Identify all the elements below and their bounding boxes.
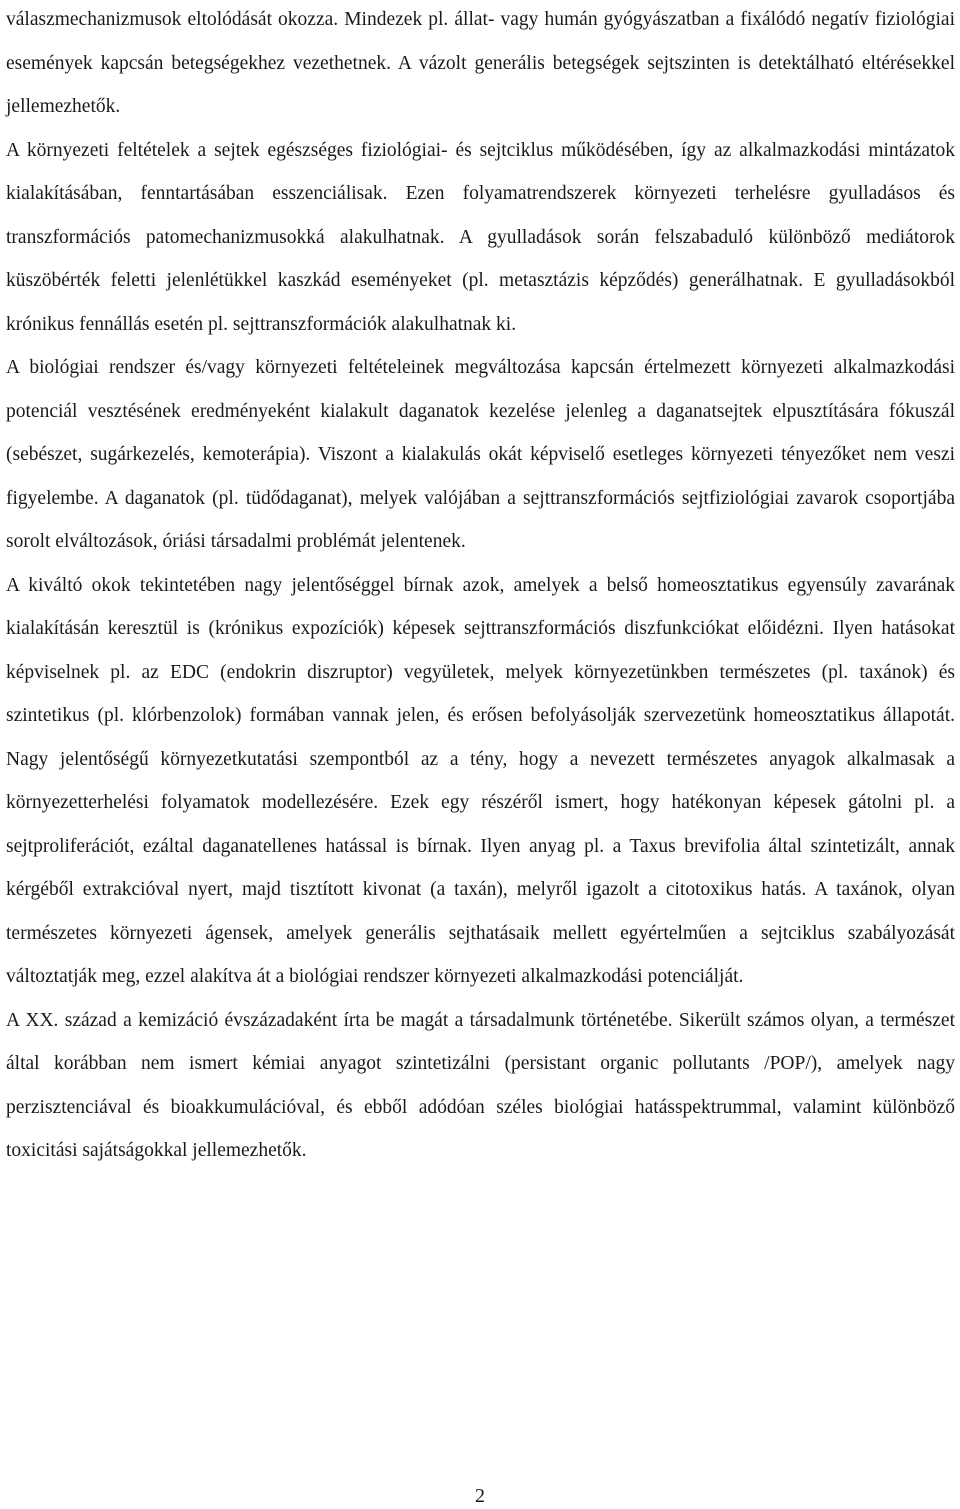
paragraph-chemization: A XX. század a kemizáció évszázadaként írta be magát a társadalmunk történetébe. Sikerült számos olyan, a természet által korábban nem ismert kémiai anyagot szintetizálni (persistant organic pollutants /POP/), amelyek nagy perzisztenciával és bioakkumulációval, és ebből adódóan széles biológiai hatásspektrummal, valamint különböző toxicitási sajátságokkal jellemezhetők. xyxy=(6,1009,955,1161)
page-number: 2 xyxy=(475,1485,485,1507)
paragraph-triggering-causes: A kiváltó okok tekintetében nagy jelentőséggel bírnak azok, amelyek a belső homeosztatikus egyensúly zavarának kialakításán keresztül is (krónikus expozíciók) képesek sejttranszformációs diszfunkciókat előidézni. Ilyen hatásokat képviselnek pl. az EDC (endokrin diszruptor) vegyületek, melyek környezetünkben természetes (pl. taxánok) és szintetikus (pl. klórbenzolok) formában vannak jelen, és erősen befolyásolják szervezetünk homeosztatikus állapotát. Nagy jelentőségű környezetkutatási szempontból az a tény, hogy a nevezett természetes anyagok alkalmasak a környezetterhelési folyamatok modellezésére. Ezek egy részéről ismert, hogy hatékonyan képesek gátolni pl. a sejtproliferációt, ezáltal daganatellenes hatással is bírnak. Ilyen anyag pl. a Taxus brevifolia által szintetizált, annak kérgéből extrakcióval nyert, majd tisztított kivonat (a taxán), melyről igazolt a citotoxikus hatás. A taxánok, olyan természetes környezeti ágensek, amelyek generális sejthatásaik mellett egyértelműen a sejtciklus szabályozását változtatják meg, ezzel alakítva át a biológiai rendszer környezeti alkalmazkodási potenciálját. xyxy=(6,574,955,987)
paragraph-tumor-treatment: A biológiai rendszer és/vagy környezeti feltételeinek megváltozása kapcsán értelmezett környezeti alkalmazkodási potenciál vesztésének eredményeként kialakult daganatok kezelése jelenleg a daganatsejtek elpusztítására fókuszál (sebészet, sugárkezelés, kemoterápia). Viszont a kialakulás okát képviselő esetleges környezeti tényezőket nem veszi figyelembe. A daganatok (pl. tüdődaganat), melyek valójában a sejttranszformációs sejtfiziológiai zavarok csoportjába sorolt elváltozások, óriási társadalmi problémát jelentenek. xyxy=(6,357,955,552)
document-page xyxy=(6,0,955,1173)
paragraph-intro: válaszmechanizmusok eltolódását okozza. Mindezek pl. állat- vagy humán gyógyászatban a fixálódó negatív fiziológiai események kapcsán betegségekhez vezethetnek. A vázolt generális betegségek sejtszinten is detektálható eltérésekkel jellemezhetők. xyxy=(6,9,955,117)
paragraph-environmental-conditions: A környezeti feltételek a sejtek egészséges fiziológiai- és sejtciklus működésében, így az alkalmazkodási mintázatok kialakításában, fenntartásában esszenciálisak. Ezen folyamatrendszerek környezeti terhelésre gyulladásos és transzformációs patomechanizmusokká alakulhatnak. A gyulladások során felszabaduló különböző mediátorok küszöbérték feletti jelenlétükkel kaszkád eseményeket (pl. metasztázis képződés) generálhatnak. E gyulladásokból krónikus fennállás esetén pl. sejttranszformációk alakulhatnak ki. xyxy=(6,139,955,335)
